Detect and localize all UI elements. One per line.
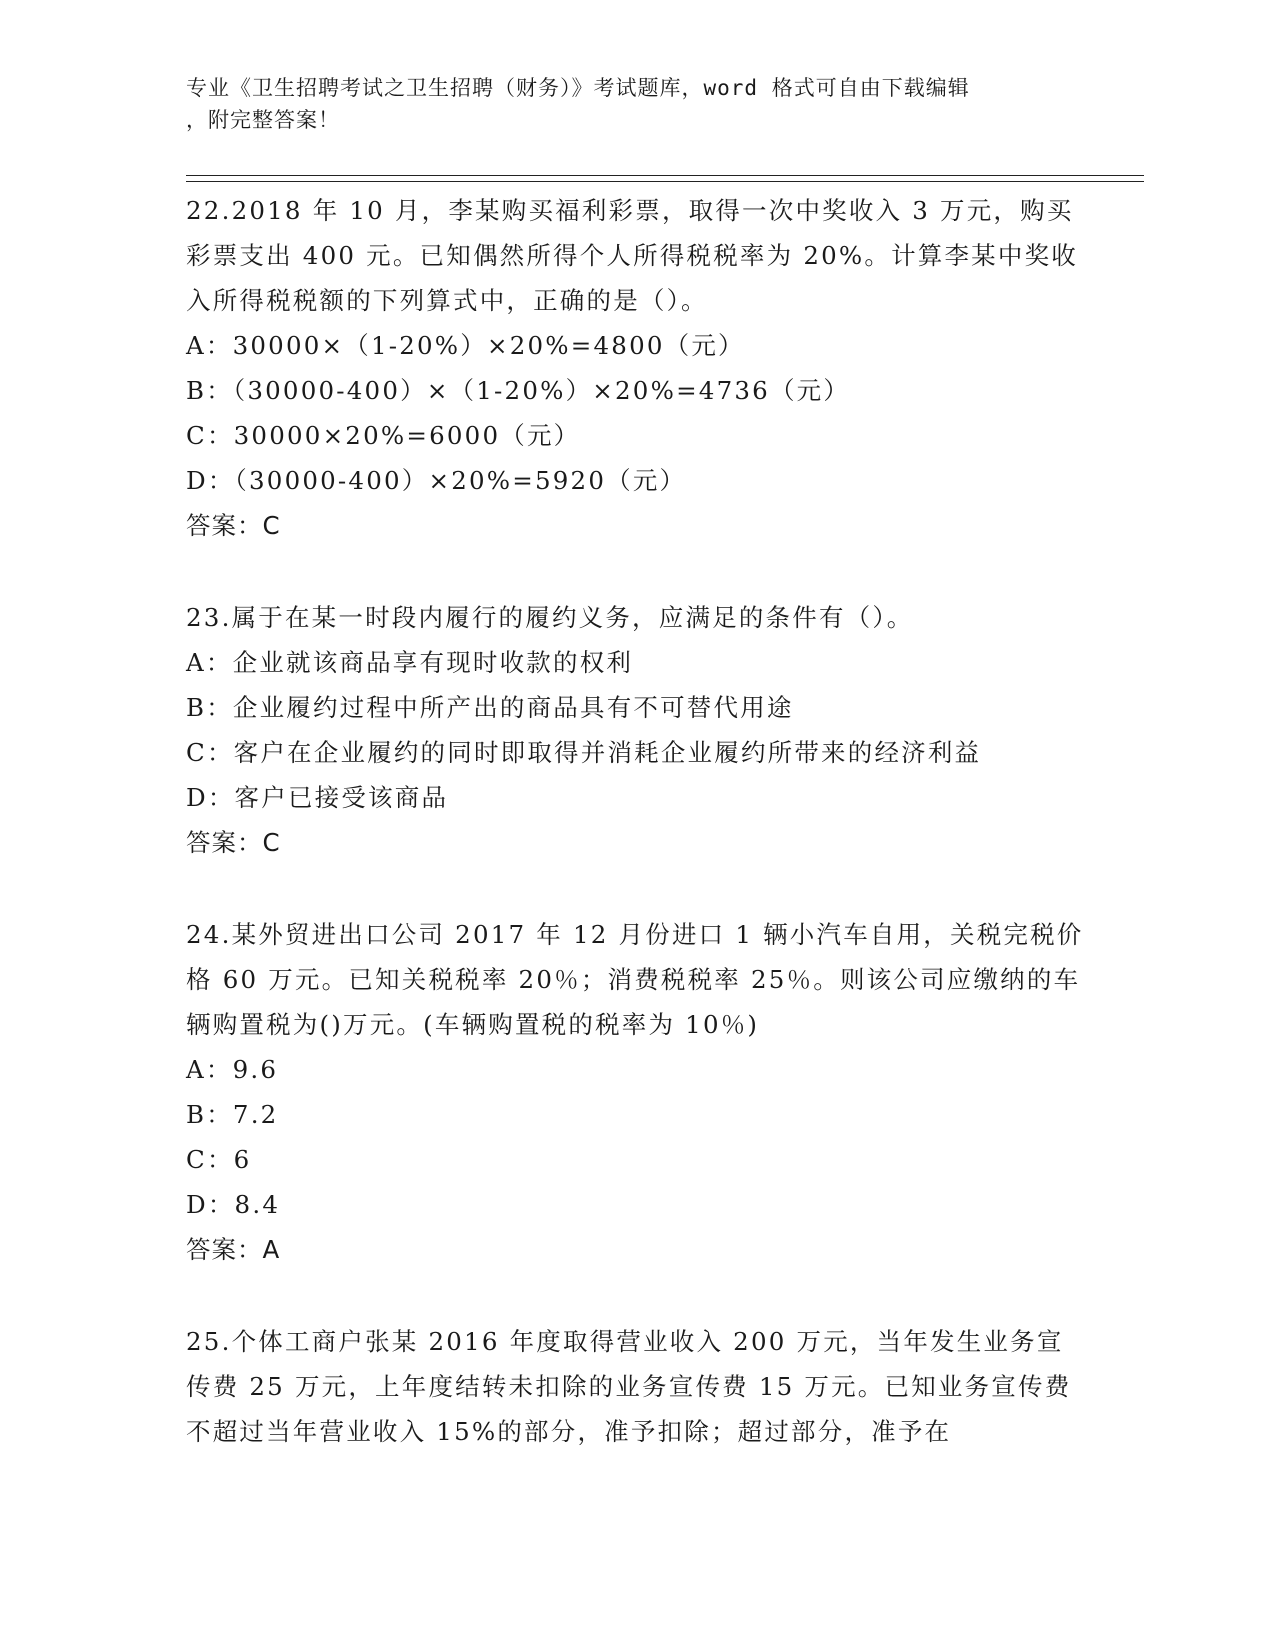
option-a: A：30000×（1-20%）×20%=4800（元） <box>186 331 745 360</box>
header-line-2: ，附完整答案！ <box>186 108 340 132</box>
question-text: 25.个体工商户张某 2016 年度取得营业收入 200 万元，当年发生业务宣传费 25 万元，上年度结转未扣除的业务宣传费 15 万元。已知业务宣传费不超过当年营业收入 15%的部分，准予扣除；超过部分，准予在 <box>186 1327 1072 1446</box>
answer-value: C <box>262 828 281 857</box>
option-a: A：企业就该商品享有现时收款的权利 <box>186 648 634 677</box>
question-22 <box>186 188 1086 548</box>
document-header <box>186 72 1066 136</box>
header-divider-bottom <box>186 181 1144 182</box>
question-text: 22.2018 年 10 月，李某购买福利彩票，取得一次中奖收入 3 万元，购买彩票支出 400 元。已知偶然所得个人所得税税率为 20%。计算李某中奖收入所得税税额的下列算式中，正确的是（）。 <box>186 196 1078 315</box>
header-line-1: 专业《卫生招聘考试之卫生招聘（财务）》考试题库，word 格式可自由下载编辑 <box>186 76 970 100</box>
option-d: D：客户已接受该商品 <box>186 783 449 812</box>
option-d: D：8.4 <box>186 1190 281 1219</box>
option-b: B：（30000-400）×（1-20%）×20%=4736（元） <box>186 376 851 405</box>
option-c: C：30000×20%=6000（元） <box>186 421 581 450</box>
question-23 <box>186 595 1086 865</box>
header-divider-top <box>186 175 1144 176</box>
option-b: B：7.2 <box>186 1100 279 1129</box>
answer-label: 答案： <box>186 511 263 540</box>
option-d: D：（30000-400）×20%=5920（元） <box>186 466 687 495</box>
question-24 <box>186 912 1086 1272</box>
question-text: 23.属于在某一时段内履行的履约义务，应满足的条件有（）。 <box>186 603 914 632</box>
answer-line <box>186 503 1086 548</box>
option-b: B：企业履约过程中所产出的商品具有不可替代用途 <box>186 693 794 722</box>
question-25 <box>186 1319 1086 1454</box>
answer-line <box>186 1227 1086 1272</box>
option-c: C：客户在企业履约的同时即取得并消耗企业履约所带来的经济利益 <box>186 738 982 767</box>
option-c: C：6 <box>186 1145 252 1174</box>
answer-label: 答案： <box>186 828 263 857</box>
option-a: A：9.6 <box>186 1055 279 1084</box>
answer-value: C <box>262 511 281 540</box>
answer-line <box>186 820 1086 865</box>
question-text: 24.某外贸进出口公司 2017 年 12 月份进口 1 辆小汽车自用，关税完税价格 60 万元。已知关税税率 20％；消费税税率 25％。则该公司应缴纳的车辆购置税为()万元。(车辆购置税的税率为 10％) <box>186 920 1084 1039</box>
answer-label: 答案： <box>186 1235 263 1264</box>
answer-value: A <box>262 1235 281 1264</box>
question-list <box>186 188 1086 1501</box>
